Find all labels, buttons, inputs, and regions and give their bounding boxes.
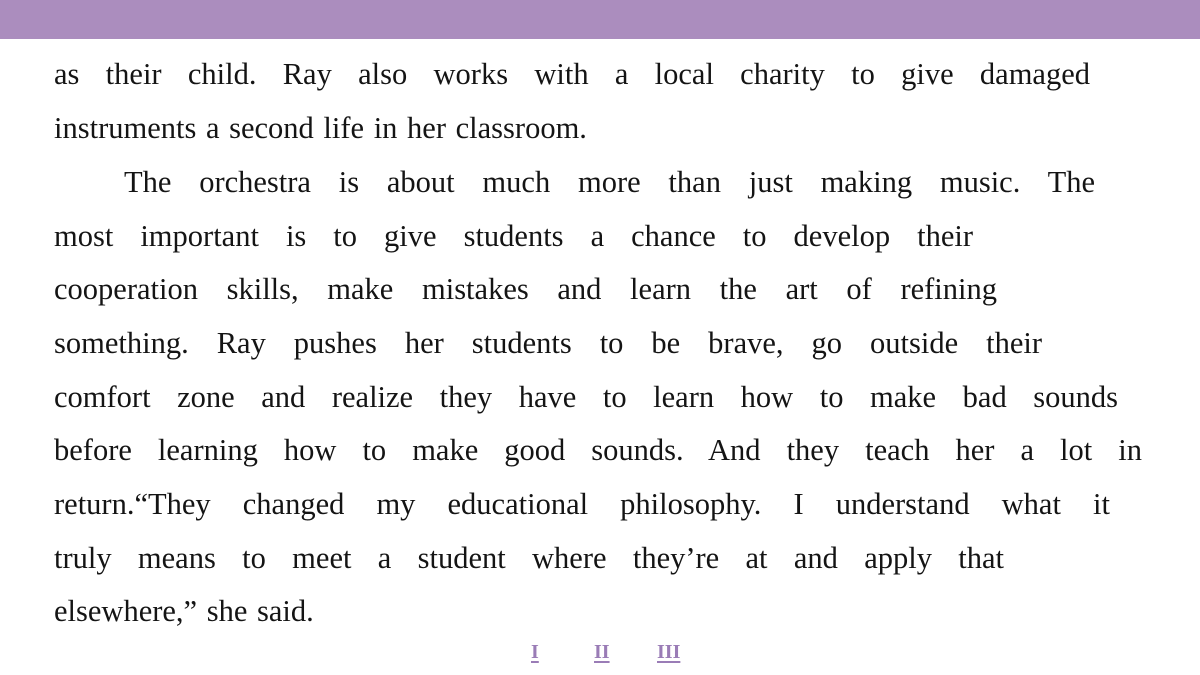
section-navigation <box>0 638 1200 668</box>
passage-line: something. Ray pushes her students to be brave, go outside their <box>54 326 1042 360</box>
passage-line: cooperation skills, make mistakes and learn the art of refining <box>54 272 997 306</box>
passage-line: truly means to meet a student where they’re at and apply that <box>54 541 1004 575</box>
nav-link-section-1[interactable]: I <box>531 641 539 663</box>
header-bar <box>0 0 1200 39</box>
nav-link-section-3[interactable]: III <box>657 641 681 663</box>
passage-line: elsewhere,” she said. <box>54 594 314 628</box>
nav-link-section-2[interactable]: II <box>594 641 610 663</box>
passage-line: as their child. Ray also works with a local charity to give damaged <box>54 57 1090 91</box>
passage-line: most important is to give students a chance to develop their <box>54 219 973 253</box>
passage-line-indented: The orchestra is about much more than just making music. The <box>124 165 1095 199</box>
passage-line: return.“They changed my educational philosophy. I understand what it <box>54 487 1110 521</box>
passage-line: comfort zone and realize they have to learn how to make bad sounds <box>54 380 1118 414</box>
passage-line: before learning how to make good sounds. And they teach her a lot in <box>54 433 1142 467</box>
passage-line: instruments a second life in her classroom. <box>54 111 587 145</box>
